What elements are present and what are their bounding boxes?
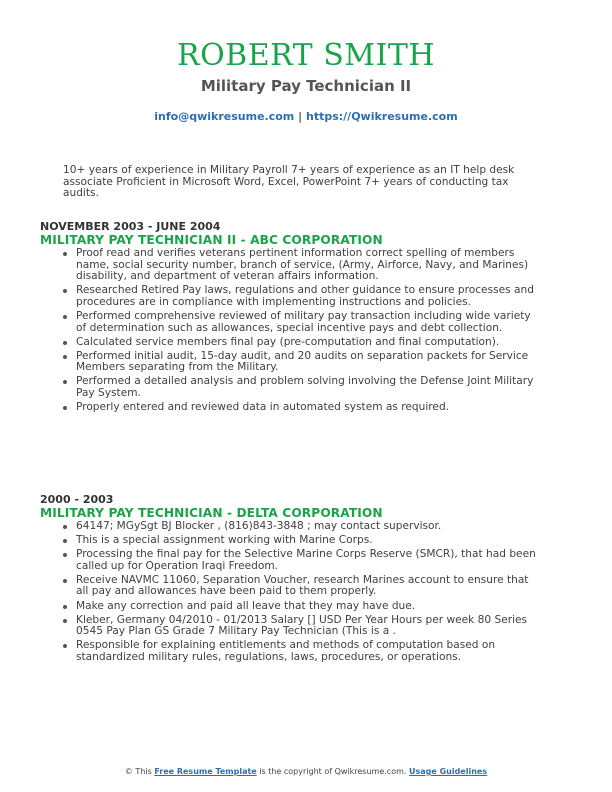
contact-line [0,110,612,124]
experience-bullets [40,521,540,664]
website-link[interactable]: https://Qwikresume.com [305,110,458,123]
list-item: Proof read and verifies veterans pertinent information correct spelling of members name, social security number, branch of service, (Army, Airforce, Navy, and Marines) disability, and department of veteran affairs information. [40,248,540,283]
list-item: Performed comprehensive reviewed of military pay transaction including wide variety of determination such as allowances, special incentive pays and debt collection. [40,311,540,334]
list-item: Receive NAVMC 11060, Separation Voucher, research Marines account to ensure that all pay and allowances have been paid to them properly. [40,575,540,598]
list-item: Processing the final pay for the Selective Marine Corps Reserve (SMCR), that had been called up for Operation Iraqi Freedom. [40,549,540,572]
candidate-name: ROBERT SMITH [176,38,436,73]
experience-dates: NOVEMBER 2003 - JUNE 2004 [40,220,221,233]
list-item: Calculated service members final pay (pre-computation and final computation). [40,337,540,349]
footer-copyright-text: is the copyright of Qwikresume.com. [259,767,407,776]
list-item: Responsible for explaining entitlements and methods of computation based on standardized military rules, regulations, laws, procedures, or operations. [40,640,540,663]
list-item: Properly entered and reviewed data in automated system as required. [40,402,540,414]
email-link[interactable]: info@qwikresume.com [154,110,295,123]
job-title: Military Pay Technician II [200,77,412,95]
experience-entry-1 [40,221,540,416]
free-resume-template-link[interactable]: Free Resume Template [154,767,257,776]
experience-role: MILITARY PAY TECHNICIAN - DELTA CORPORATION [40,506,383,520]
list-item: Performed initial audit, 15-day audit, and 20 audits on separation packets for Service Members separating from the Military. [40,351,540,374]
experience-bullets [40,248,540,414]
list-item: Make any correction and paid all leave that they may have due. [40,601,540,613]
usage-guidelines-link[interactable]: Usage Guidelines [408,767,488,776]
experience-role: MILITARY PAY TECHNICIAN II - ABC CORPORATION [40,233,383,247]
list-item: 64147; MGySgt BJ Blocker , (816)843-3848 ; may contact supervisor. [40,521,540,533]
list-item: This is a special assignment working with Marine Corps. [40,535,540,547]
experience-dates: 2000 - 2003 [40,493,114,506]
footer-prefix: © This [124,767,152,776]
list-item: Performed a detailed analysis and problem solving involving the Defense Joint Military Pay System. [40,376,540,399]
list-item: Kleber, Germany 04/2010 - 01/2013 Salary [] USD Per Year Hours per week 80 Series 0545 Pay Plan GS Grade 7 Military Pay Technician (This is a . [40,615,540,638]
page-footer [0,767,612,777]
list-item: Researched Retired Pay laws, regulations and other guidance to ensure processes and procedures are in compliance with implementing instructions and policies. [40,285,540,308]
contact-separator: | [298,110,303,123]
professional-summary: 10+ years of experience in Military Payroll 7+ years of experience as an IT help desk associate Proficient in Microsoft Word, Excel, PowerPoint 7+ years of conducting tax audits. [63,164,515,200]
experience-entry-2 [40,494,540,666]
